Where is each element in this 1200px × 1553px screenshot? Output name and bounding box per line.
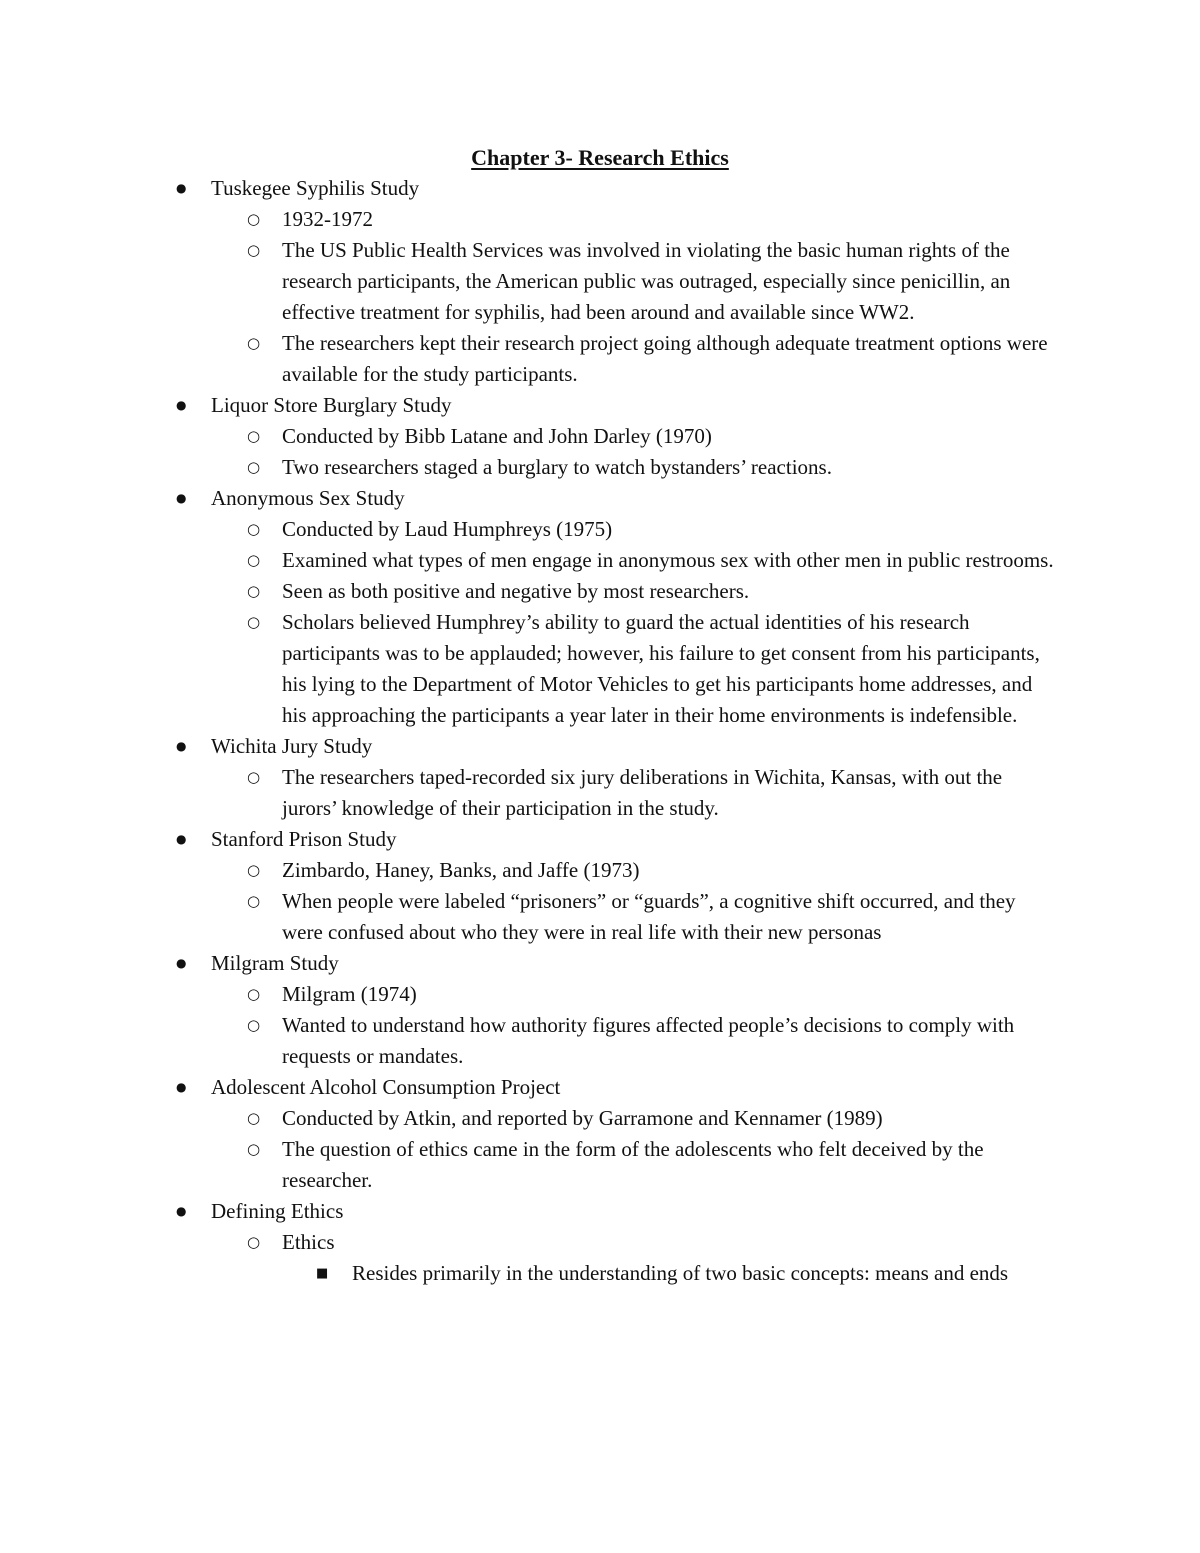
section-heading-text: Adolescent Alcohol Consumption Project bbox=[211, 1075, 561, 1099]
disc-bullet-icon: ● bbox=[176, 832, 187, 846]
section-heading-text: Milgram Study bbox=[211, 951, 339, 975]
list-item bbox=[0, 1227, 1061, 1258]
circle-bullet-icon: ○ bbox=[247, 861, 261, 879]
section-heading-text: Wichita Jury Study bbox=[211, 734, 373, 758]
list-item-text: The researchers kept their research project going although adequate treatment options were available for the study participants. bbox=[282, 331, 1048, 386]
section-heading bbox=[0, 948, 1061, 979]
list-item bbox=[0, 886, 1061, 948]
circle-bullet-icon: ○ bbox=[247, 427, 261, 445]
list-item-text: Scholars believed Humphrey’s ability to guard the actual identities of his research participants was to be applauded; however, his failure to get consent from his participants, his lying to the Department of Motor Vehicles to get his participants home addresses, and his approaching the participants a year later in their home environments is indefensible. bbox=[282, 610, 1040, 727]
list-item-text: 1932-1972 bbox=[282, 207, 373, 231]
section-heading bbox=[0, 824, 1061, 855]
disc-bullet-icon: ● bbox=[176, 181, 187, 195]
list-item bbox=[0, 204, 1061, 235]
list-item bbox=[0, 328, 1061, 390]
section-heading-text: Defining Ethics bbox=[211, 1199, 344, 1223]
section-heading bbox=[0, 731, 1061, 762]
section-heading bbox=[0, 1196, 1061, 1227]
section-heading bbox=[0, 173, 1061, 204]
circle-bullet-icon: ○ bbox=[247, 1140, 261, 1158]
list-item-text: Wanted to understand how authority figures affected people’s decisions to comply with requests or mandates. bbox=[282, 1013, 1015, 1068]
list-item bbox=[0, 452, 1061, 483]
circle-bullet-icon: ○ bbox=[247, 1016, 261, 1034]
list-item bbox=[0, 545, 1061, 576]
circle-bullet-icon: ○ bbox=[247, 985, 261, 1003]
circle-bullet-icon: ○ bbox=[247, 458, 261, 476]
circle-bullet-icon: ○ bbox=[247, 334, 261, 352]
list-item bbox=[0, 762, 1061, 824]
list-item bbox=[0, 235, 1061, 328]
list-item-text: Conducted by Bibb Latane and John Darley (1970) bbox=[282, 424, 712, 448]
section-heading-text: Stanford Prison Study bbox=[211, 827, 397, 851]
section-heading bbox=[0, 483, 1061, 514]
list-item-text: Milgram (1974) bbox=[282, 982, 417, 1006]
section-heading bbox=[0, 1072, 1061, 1103]
disc-bullet-icon: ● bbox=[176, 1204, 187, 1218]
circle-bullet-icon: ○ bbox=[247, 1109, 261, 1127]
circle-bullet-icon: ○ bbox=[247, 892, 261, 910]
list-item bbox=[0, 979, 1061, 1010]
list-item-text: Two researchers staged a burglary to watch bystanders’ reactions. bbox=[282, 455, 832, 479]
list-item bbox=[0, 1134, 1061, 1196]
section-heading-text: Anonymous Sex Study bbox=[211, 486, 405, 510]
list-item bbox=[0, 855, 1061, 886]
list-item-text: Zimbardo, Haney, Banks, and Jaffe (1973) bbox=[282, 858, 640, 882]
circle-bullet-icon: ○ bbox=[247, 613, 261, 631]
circle-bullet-icon: ○ bbox=[247, 582, 261, 600]
list-item-text: Conducted by Laud Humphreys (1975) bbox=[282, 517, 613, 541]
sub-list-item-text: Resides primarily in the understanding of two basic concepts: means and ends bbox=[352, 1261, 1009, 1285]
square-bullet-icon: ■ bbox=[316, 1266, 329, 1281]
page-title: Chapter 3- Research Ethics bbox=[471, 145, 729, 170]
list-item-text: The researchers taped-recorded six jury deliberations in Wichita, Kansas, with out the jurors’ knowledge of their participation in the study. bbox=[282, 765, 1003, 820]
section-heading-text: Liquor Store Burglary Study bbox=[211, 393, 452, 417]
list-item bbox=[0, 607, 1061, 731]
section-heading-text: Tuskegee Syphilis Study bbox=[211, 176, 420, 200]
list-item bbox=[0, 421, 1061, 452]
list-item bbox=[0, 576, 1061, 607]
disc-bullet-icon: ● bbox=[176, 1080, 187, 1094]
list-item bbox=[0, 1010, 1061, 1072]
list-item-text: Seen as both positive and negative by most researchers. bbox=[282, 579, 750, 603]
list-item bbox=[0, 514, 1061, 545]
section-heading bbox=[0, 390, 1061, 421]
circle-bullet-icon: ○ bbox=[247, 551, 261, 569]
disc-bullet-icon: ● bbox=[176, 956, 187, 970]
circle-bullet-icon: ○ bbox=[247, 210, 261, 228]
sub-list-item bbox=[0, 1258, 1052, 1289]
circle-bullet-icon: ○ bbox=[247, 1233, 261, 1251]
list-item-text: Ethics bbox=[282, 1230, 335, 1254]
list-item-text: The US Public Health Services was involved in violating the basic human rights of the research participants, the American public was outraged, especially since penicillin, an effective treatment for syphilis, had been around and available since WW2. bbox=[282, 238, 1011, 324]
list-item-text: When people were labeled “prisoners” or “guards”, a cognitive shift occurred, and they were confused about who they were in real life with their new personas bbox=[282, 889, 1016, 944]
outline-list bbox=[0, 173, 1200, 1289]
circle-bullet-icon: ○ bbox=[247, 241, 261, 259]
disc-bullet-icon: ● bbox=[176, 398, 187, 412]
list-item-text: Examined what types of men engage in anonymous sex with other men in public restrooms. bbox=[282, 548, 1054, 572]
list-item-text: Conducted by Atkin, and reported by Garramone and Kennamer (1989) bbox=[282, 1106, 883, 1130]
circle-bullet-icon: ○ bbox=[247, 768, 261, 786]
disc-bullet-icon: ● bbox=[176, 739, 187, 753]
circle-bullet-icon: ○ bbox=[247, 520, 261, 538]
list-item-text: The question of ethics came in the form of the adolescents who felt deceived by the researcher. bbox=[282, 1137, 984, 1192]
disc-bullet-icon: ● bbox=[176, 491, 187, 505]
list-item bbox=[0, 1103, 1061, 1134]
